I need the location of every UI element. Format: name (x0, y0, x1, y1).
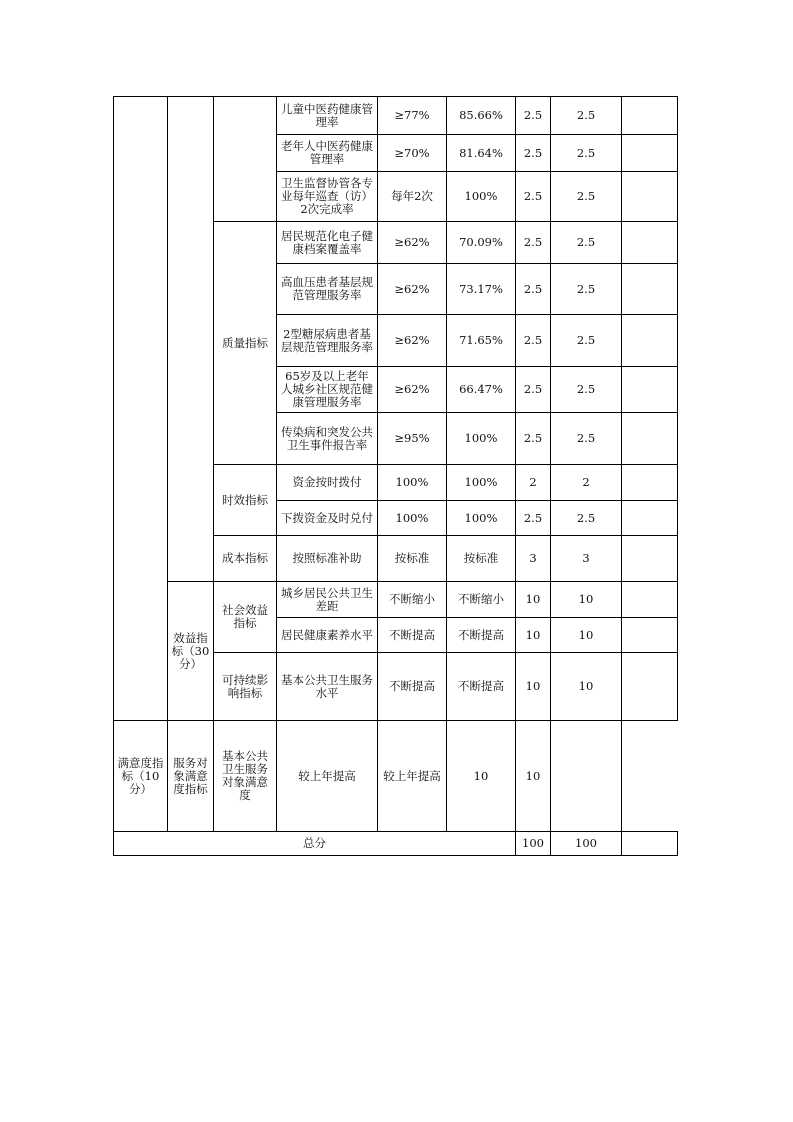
note-cell (622, 536, 678, 582)
actual-value: 不断缩小 (447, 582, 516, 618)
indicator-name: 居民规范化电子健康档案覆盖率 (277, 222, 378, 264)
note-cell (622, 367, 678, 413)
target-value: 不断缩小 (378, 582, 447, 618)
score-value: 2.5 (551, 97, 622, 135)
actual-value: 不断提高 (447, 653, 516, 721)
weight-value: 10 (447, 721, 516, 832)
weight-value: 2.5 (516, 367, 551, 413)
satisfaction-indicator-label: 满意度指标（10分） (114, 721, 168, 832)
target-value: ≥62% (378, 367, 447, 413)
level1-indicator-cell-continued (168, 97, 214, 582)
actual-value: 81.64% (447, 135, 516, 172)
target-value: ≥62% (378, 222, 447, 264)
target-value: ≥62% (378, 315, 447, 367)
total-row (114, 832, 678, 856)
score-value: 2.5 (551, 367, 622, 413)
social-benefit-indicator-label: 社会效益指标 (214, 582, 277, 653)
performance-indicator-table (113, 96, 678, 856)
target-value: ≥70% (378, 135, 447, 172)
level2-indicator-cell (214, 97, 277, 222)
note-cell (622, 172, 678, 222)
indicator-name: 儿童中医药健康管理率 (277, 97, 378, 135)
target-value: 100% (378, 465, 447, 501)
score-value: 2.5 (551, 172, 622, 222)
actual-value: 70.09% (447, 222, 516, 264)
score-value: 10 (551, 582, 622, 618)
indicator-name: 按照标准补助 (277, 536, 378, 582)
note-cell (622, 501, 678, 536)
weight-value: 10 (516, 653, 551, 721)
weight-value: 2.5 (516, 135, 551, 172)
sustainable-impact-indicator-label: 可持续影响指标 (214, 653, 277, 721)
note-cell (622, 465, 678, 501)
weight-value: 2.5 (516, 501, 551, 536)
indicator-name: 高血压患者基层规范管理服务率 (277, 264, 378, 315)
note-cell (622, 135, 678, 172)
actual-value: 73.17% (447, 264, 516, 315)
actual-value: 66.47% (447, 367, 516, 413)
target-value: ≥77% (378, 97, 447, 135)
target-value: 较上年提高 (277, 721, 378, 832)
indicator-name: 传染病和突发公共卫生事件报告率 (277, 413, 378, 465)
target-value: 每年2次 (378, 172, 447, 222)
score-value: 10 (551, 653, 622, 721)
weight-value: 2 (516, 465, 551, 501)
actual-value: 按标准 (447, 536, 516, 582)
quality-indicator-label: 质量指标 (214, 222, 277, 465)
weight-value: 2.5 (516, 222, 551, 264)
actual-value: 100% (447, 172, 516, 222)
weight-value: 2.5 (516, 264, 551, 315)
target-value: ≥95% (378, 413, 447, 465)
total-note (622, 832, 678, 856)
note-cell (622, 413, 678, 465)
score-value: 3 (551, 536, 622, 582)
note-cell (622, 97, 678, 135)
target-value: ≥62% (378, 264, 447, 315)
score-value: 10 (551, 618, 622, 653)
actual-value: 100% (447, 465, 516, 501)
weight-value: 2.5 (516, 315, 551, 367)
score-value: 2.5 (551, 413, 622, 465)
total-weight: 100 (516, 832, 551, 856)
weight-value: 2.5 (516, 172, 551, 222)
note-cell (622, 653, 678, 721)
total-score: 100 (551, 832, 622, 856)
target-value: 不断提高 (378, 618, 447, 653)
note-cell (622, 582, 678, 618)
target-value: 按标准 (378, 536, 447, 582)
actual-value: 不断提高 (447, 618, 516, 653)
target-value: 100% (378, 501, 447, 536)
target-value: 不断提高 (378, 653, 447, 721)
indicator-name: 基本公共卫生服务对象满意度 (214, 721, 277, 832)
actual-value: 100% (447, 501, 516, 536)
actual-value: 85.66% (447, 97, 516, 135)
table-row (114, 582, 678, 618)
note-cell (622, 315, 678, 367)
table-row (114, 721, 678, 832)
indicator-name: 老年人中医药健康管理率 (277, 135, 378, 172)
score-value: 2 (551, 465, 622, 501)
score-value: 2.5 (551, 264, 622, 315)
note-cell (551, 721, 622, 832)
score-value: 2.5 (551, 315, 622, 367)
note-cell (622, 222, 678, 264)
indicator-name: 65岁及以上老年人城乡社区规范健康管理服务率 (277, 367, 378, 413)
level1-indicator-cell (114, 97, 168, 721)
service-satisfaction-indicator-label: 服务对象满意度指标 (168, 721, 214, 832)
indicator-name: 居民健康素养水平 (277, 618, 378, 653)
actual-value: 较上年提高 (378, 721, 447, 832)
score-value: 2.5 (551, 501, 622, 536)
weight-value: 2.5 (516, 413, 551, 465)
weight-value: 3 (516, 536, 551, 582)
weight-value: 10 (516, 618, 551, 653)
total-label: 总分 (114, 832, 516, 856)
table-row (114, 97, 678, 135)
weight-value: 2.5 (516, 97, 551, 135)
indicator-name: 基本公共卫生服务水平 (277, 653, 378, 721)
indicator-name: 卫生监督协管各专业每年巡查（访）2次完成率 (277, 172, 378, 222)
weight-value: 10 (516, 582, 551, 618)
score-value: 2.5 (551, 135, 622, 172)
indicator-name: 下拨资金及时兑付 (277, 501, 378, 536)
note-cell (622, 618, 678, 653)
indicator-name: 2型糖尿病患者基层规范管理服务率 (277, 315, 378, 367)
score-value: 10 (516, 721, 551, 832)
benefit-indicator-label: 效益指标（30分） (168, 582, 214, 721)
score-value: 2.5 (551, 222, 622, 264)
actual-value: 71.65% (447, 315, 516, 367)
cost-indicator-label: 成本指标 (214, 536, 277, 582)
indicator-name: 资金按时拨付 (277, 465, 378, 501)
timeliness-indicator-label: 时效指标 (214, 465, 277, 536)
note-cell (622, 264, 678, 315)
indicator-name: 城乡居民公共卫生差距 (277, 582, 378, 618)
actual-value: 100% (447, 413, 516, 465)
